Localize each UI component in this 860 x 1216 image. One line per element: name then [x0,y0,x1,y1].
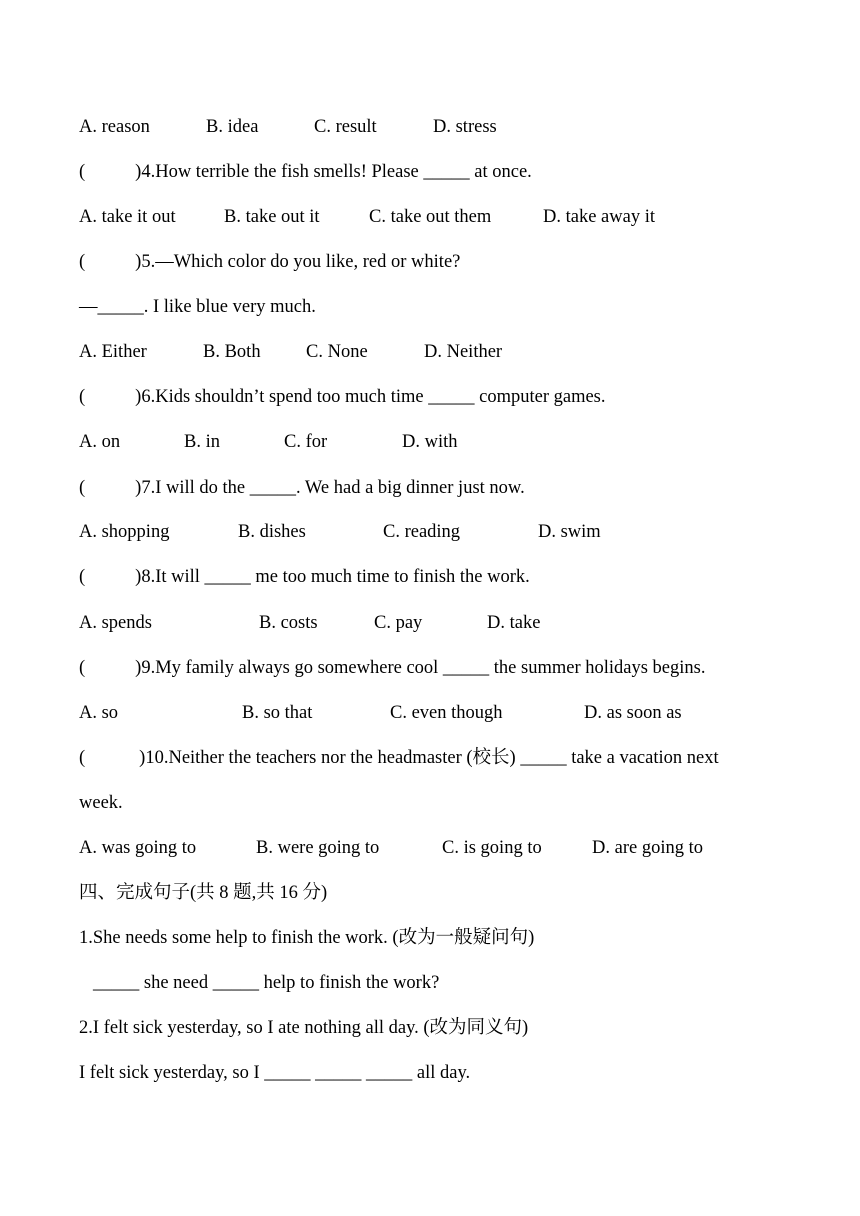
q6-option-a: A. on [79,432,121,452]
q4-option-b: B. take out it [224,207,320,227]
q7-text: )7.I will do the _____. We had a big dinner just now. [135,478,525,498]
q9-option-b: B. so that [242,703,313,723]
q3-option-d: D. stress [433,117,497,137]
q7-stem [79,477,525,499]
q8-option-c: C. pay [374,613,423,633]
q8-options [79,612,779,634]
q6-option-c: C. for [284,432,328,452]
q9-options [79,702,779,724]
q9-text: )9.My family always go somewhere cool _____ the summer holidays begins. [135,658,706,678]
q7-option-a: A. shopping [79,522,170,542]
q5-option-d: D. Neither [424,342,503,362]
q10-continuation: week. [79,793,123,813]
q9-option-c: C. even though [390,703,503,723]
q4-options [79,206,779,228]
q5-option-a: A. Either [79,342,147,362]
q7-option-b: B. dishes [238,522,306,542]
q5-option-c: C. None [306,342,368,362]
q10-option-b: B. were going to [256,838,380,858]
q8-stem [79,566,530,588]
q5-options [79,341,779,363]
q8-answer-paren: ( [79,567,86,587]
q5-option-b: B. Both [203,342,261,362]
q4-text: )4.How terrible the fish smells! Please _____ at once. [135,162,532,182]
q10-answer-paren: ( [79,748,86,768]
q4-answer-paren: ( [79,162,86,182]
q9-stem [79,657,705,679]
q4-stem [79,161,532,183]
q5-stem [79,251,460,273]
q6-option-d: D. with [402,432,458,452]
q3-option-b: B. idea [206,117,259,137]
q7-option-d: D. swim [538,522,601,542]
q5-answer-line: —_____. I like blue very much. [79,297,316,317]
q7-answer-paren: ( [79,478,86,498]
q6-option-b: B. in [184,432,220,452]
s2-prompt: 2.I felt sick yesterday, so I ate nothing all day. (改为同义句) [79,1018,529,1038]
q9-answer-paren: ( [79,658,86,678]
q8-option-d: D. take [487,613,541,633]
section-4-heading: 四、完成句子(共 8 题,共 16 分) [79,883,328,903]
q10-option-a: A. was going to [79,838,197,858]
q7-option-c: C. reading [383,522,461,542]
q10-option-d: D. are going to [592,838,703,858]
q5-text: )5.—Which color do you like, red or white? [135,252,461,272]
q9-option-d: D. as soon as [584,703,682,723]
q3-option-a: A. reason [79,117,150,137]
q4-option-d: D. take away it [543,207,655,227]
q6-text: )6.Kids shouldn’t spend too much time _____ computer games. [135,387,606,407]
q10-stem [79,747,719,769]
q8-option-a: A. spends [79,613,152,633]
s1-answer[interactable]: _____ she need _____ help to finish the work? [93,973,440,993]
q4-option-a: A. take it out [79,207,176,227]
q3-options [79,116,779,138]
s2-answer[interactable]: I felt sick yesterday, so I _____ _____ _____ all day. [79,1063,471,1083]
s1-prompt: 1.She needs some help to finish the work. (改为一般疑问句) [79,928,535,948]
q8-text: )8.It will _____ me too much time to finish the work. [135,567,530,587]
q5-answer-paren: ( [79,252,86,272]
q6-answer-paren: ( [79,387,86,407]
q4-option-c: C. take out them [369,207,492,227]
q10-option-c: C. is going to [442,838,542,858]
q6-options [79,431,779,453]
q3-option-c: C. result [314,117,377,137]
q7-options [79,521,779,543]
q10-text: )10.Neither the teachers nor the headmaster (校长) _____ take a vacation next [139,748,719,768]
q8-option-b: B. costs [259,613,318,633]
q9-option-a: A. so [79,703,119,723]
q6-stem [79,386,606,408]
q10-options [79,837,779,859]
